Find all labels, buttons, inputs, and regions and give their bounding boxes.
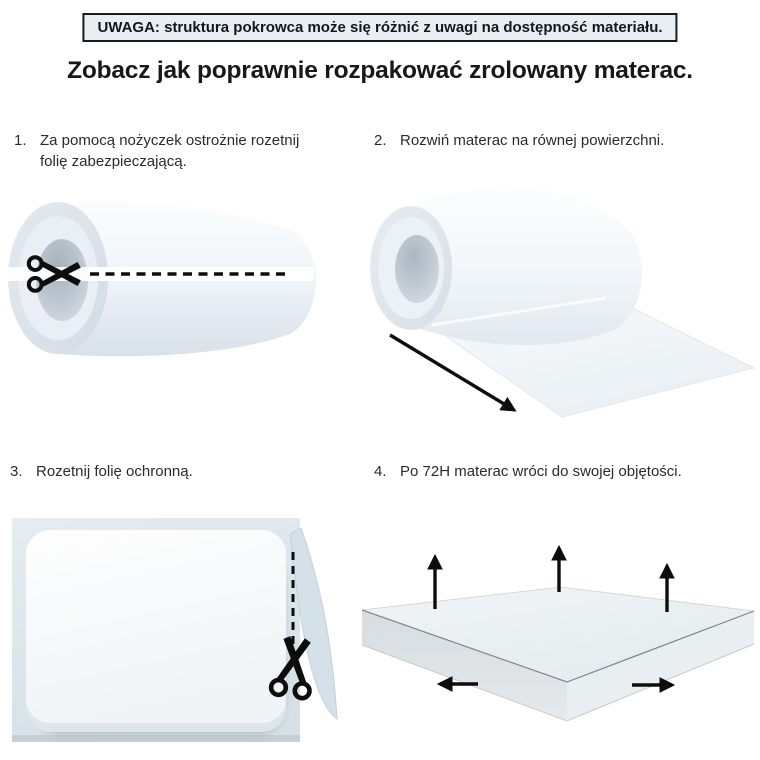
step-4-number: 4. (374, 463, 387, 480)
step-4-text: Po 72H materac wróci do swojej objętości. (400, 463, 682, 480)
page-title: Zobacz jak poprawnie rozpakować zrolowany materac. (67, 57, 693, 84)
illustration-unrolling-mattress (362, 168, 760, 423)
step-3-label (10, 461, 340, 482)
step-1-label (14, 130, 334, 172)
roll-core-hole (395, 235, 439, 303)
step-2-label (374, 130, 756, 151)
step-1-number: 1. (14, 132, 27, 149)
step-3-text: Rozetnij folię ochronną. (36, 463, 193, 480)
illustration-mattress-expanding (360, 532, 760, 760)
foil-bottom-shade (12, 735, 300, 742)
step-2-number: 2. (374, 132, 387, 149)
notice-banner: UWAGA: struktura pokrowca może się różnić z uwagi na dostępność materiału. (82, 13, 677, 42)
step-2-text: Rozwiń materac na równej powierzchni. (400, 132, 665, 149)
illustration-rolled-mattress-cut (0, 188, 335, 363)
illustration-foil-cutting (4, 508, 342, 756)
step-1-text: Za pomocą nożyczek ostrożnie rozetnij folię zabezpieczającą. (40, 132, 300, 170)
step-3-number: 3. (10, 463, 23, 480)
step-4-label (374, 461, 760, 482)
mattress-top (26, 530, 286, 723)
